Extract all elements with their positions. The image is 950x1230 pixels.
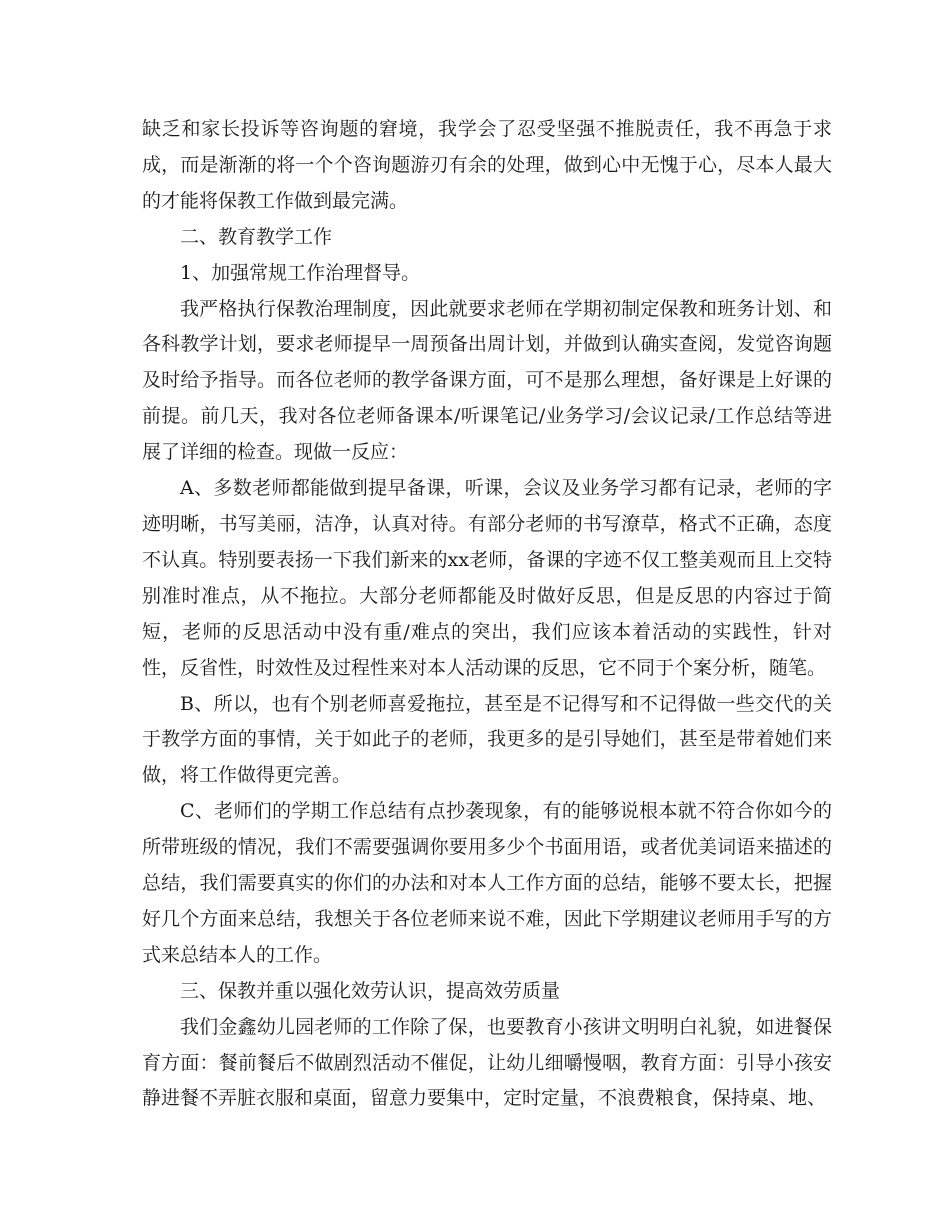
paragraph-1: 缺乏和家长投诉等咨询题的窘境，我学会了忍受坚强不推脱责任，我不再急于求成，而是渐渐的将一个个咨询题游刃有余的处理，做到心中无愧于心，尽本人最大的才能将保教工作做到最完满。	[142, 118, 832, 212]
subsection-heading-1: 1、加强常规工作治理督导。	[180, 261, 421, 284]
section-heading-2: 二、教育教学工作	[180, 225, 333, 248]
document-body	[142, 112, 832, 1117]
paragraph-9: 我们金鑫幼儿园老师的工作除了保，也要教育小孩讲文明明白礼貌，如进餐保育方面：餐前餐后不做剧烈活动不催促，让幼儿细嚼慢咽，教育方面：引导小孩安静进餐不弄脏衣服和桌面，留意力要集中，定时定量，不浪费粮食，保持桌、地、	[142, 1015, 832, 1110]
section-heading-3: 三、保教并重以强化效劳认识，提高效劳质量	[180, 979, 561, 1002]
paragraph-4: 我严格执行保教治理制度，因此就要求老师在学期初制定保教和班务计划、和各科教学计划，要求老师提早一周预备出周计划，并做到认确实查阅，发觉咨询题及时给予指导。而各位老师的教学备课方面，可不是那么理想，备好课是上好课的前提。前几天，我对各位老师备课本/听课笔记/业务学习/会议记录/工作总结等进展了详细的检查。现做一反应：	[142, 297, 832, 464]
paragraph-7: C、老师们的学期工作总结有点抄袭现象，有的能够说根本就不符合你如今的所带班级的情况，我们不需要强调你要用多少个书面用语，或者优美词语来描述的总结，我们需要真实的你们的办法和对本人工作方面的总结，能够不要太长，把握好几个方面来总结，我想关于各位老师来说不难，因此下学期建议老师用手写的方式来总结本人的工作。	[142, 800, 832, 966]
paragraph-5: A、多数老师都能做到提早备课，听课，会议及业务学习都有记录，老师的字迹明晰，书写美丽，洁净，认真对待。有部分老师的书写潦草，格式不正确，态度不认真。特别要表扬一下我们新来的xx老师，备课的字迹不仅工整美观而且上交特别准时准点，从不拖拉。大部分老师都能及时做好反思，但是反思的内容过于简短，老师的反思活动中没有重/难点的突出，我们应该本着活动的实践性，针对性，反省性，时效性及过程性来对本人活动课的反思，它不同于个案分析，随笔。	[142, 477, 832, 679]
paragraph-6: B、所以，也有个别老师喜爱拖拉，甚至是不记得写和不记得做一些交代的关于教学方面的事情，关于如此子的老师，我更多的是引导她们，甚至是带着她们来做，将工作做得更完善。	[142, 692, 832, 787]
